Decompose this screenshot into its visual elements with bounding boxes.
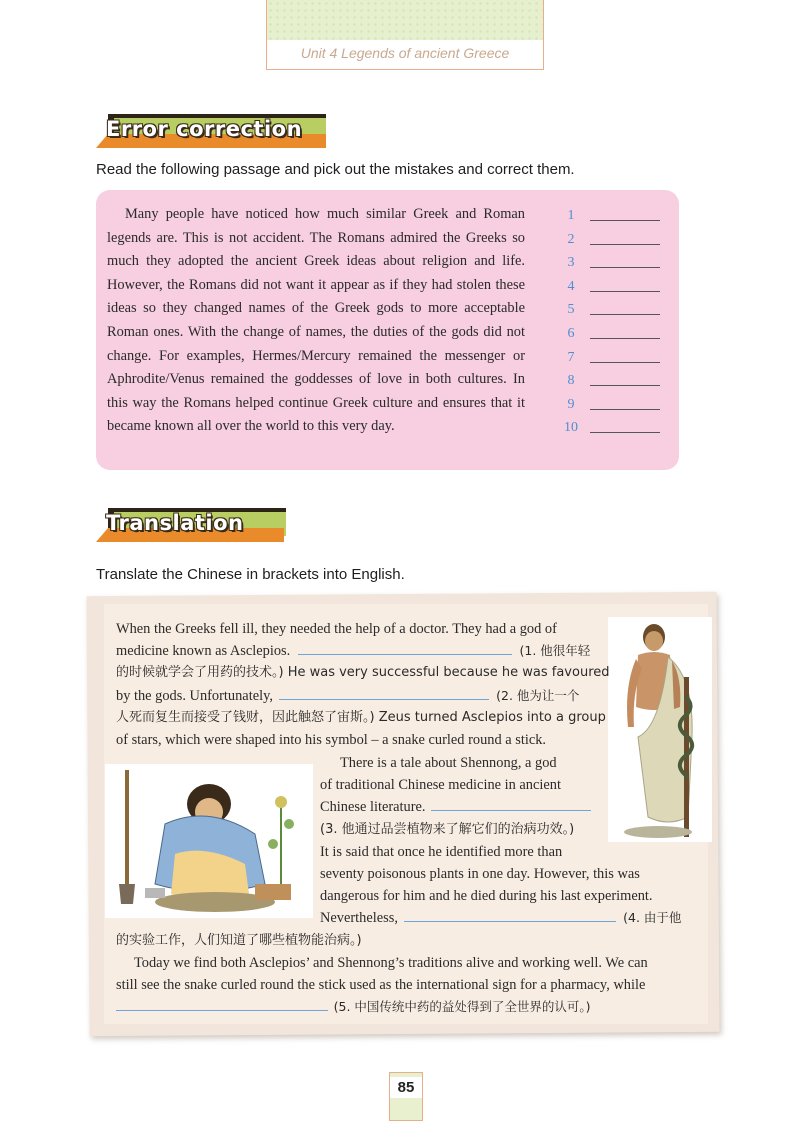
passage-line: love in both cultures. In this way the Romans helped continue xyxy=(107,371,525,411)
translation-text: medicine known as Asclepios. xyxy=(116,643,291,659)
answer-number: 9 xyxy=(567,396,575,412)
answer-row-3[interactable] xyxy=(560,251,670,275)
answer-row-2[interactable] xyxy=(560,228,670,252)
translation-line: 的时候就学会了用药的技术。) He was very successful because he was favoured xyxy=(116,665,610,680)
translation-text: by the gods. Unfortunately, xyxy=(116,688,273,704)
translation-line: There is a tale about Shennong, a god xyxy=(340,755,557,771)
answer-blank[interactable] xyxy=(590,220,660,221)
unit-title: Unit 4 Legends of ancient Greece xyxy=(300,45,510,61)
answer-number: 8 xyxy=(567,373,575,389)
answer-number: 5 xyxy=(567,302,575,318)
translation-line: of traditional Chinese medicine in ancient xyxy=(320,777,561,793)
translation-line xyxy=(320,907,681,929)
answer-blank[interactable] xyxy=(590,314,660,315)
answer-blank-2[interactable] xyxy=(279,687,489,700)
error-correction-heading xyxy=(96,114,328,154)
answer-blank[interactable] xyxy=(590,385,660,386)
answer-blank-4[interactable] xyxy=(404,909,616,922)
answer-blank[interactable] xyxy=(590,267,660,268)
chinese-prompt: (4. 由于他 xyxy=(623,910,682,925)
translation-line: 人死而复生而接受了钱财，因此触怒了宙斯。) Zeus turned Asclepios into a group xyxy=(116,710,606,725)
answer-blank[interactable] xyxy=(590,338,660,339)
answer-column xyxy=(560,204,670,440)
answer-number: 3 xyxy=(567,255,575,271)
translation-line: of stars, which were shaped into his symbol – a snake curled round a stick. xyxy=(116,732,547,748)
translation-line: seventy poisonous plants in one day. However, this was xyxy=(320,866,640,882)
passage-line: the messenger or Aphrodite/Venus remained the goddesses of xyxy=(107,347,525,388)
translation-text: Nevertheless, xyxy=(320,910,398,926)
answer-blank[interactable] xyxy=(590,432,660,433)
answer-row-8[interactable] xyxy=(560,369,670,393)
answer-row-1[interactable] xyxy=(560,204,670,228)
translation-heading xyxy=(96,508,288,548)
answer-number: 1 xyxy=(567,208,575,223)
answer-row-7[interactable] xyxy=(560,346,670,370)
passage-line: these ideas so they changed names of the Greek gods to more xyxy=(107,276,526,317)
answer-row-4[interactable] xyxy=(560,275,670,299)
chinese-prompt: (2. 他为让一个 xyxy=(496,688,580,703)
translation-title: Translation xyxy=(106,511,244,535)
answer-row-10[interactable] xyxy=(560,416,670,440)
translation-line: dangerous for him and he died during his last experiment. xyxy=(320,888,653,904)
translation-line: When the Greeks fell ill, they needed the help of a doctor. They had a god of xyxy=(116,621,557,637)
chinese-prompt: (3. 他通过品尝植物来了解它们的治病功效。) xyxy=(320,822,575,837)
answer-row-6[interactable] xyxy=(560,322,670,346)
error-correction-title: Error correction xyxy=(106,117,303,141)
error-correction-passage xyxy=(107,203,525,439)
chinese-prompt: (1. 他很年轻 xyxy=(519,643,591,658)
translation-line xyxy=(116,996,591,1018)
answer-blank[interactable] xyxy=(590,409,660,410)
answer-row-5[interactable] xyxy=(560,298,670,322)
answer-number: 10 xyxy=(564,420,578,436)
translation-line: 的实验工作，人们知道了哪些植物能治病。) xyxy=(116,933,362,948)
answer-blank[interactable] xyxy=(590,362,660,363)
translation-line: still see the snake curled round the stick used as the international sign for a pharmacy, while xyxy=(116,977,646,993)
translation-line xyxy=(116,640,590,662)
passage-line: the gods did not change. For examples, Hermes/Mercury remained xyxy=(107,323,525,364)
translation-line xyxy=(320,796,591,818)
passage-line: acceptable Roman ones. With the change of names, the duties of xyxy=(107,300,525,340)
header-pattern xyxy=(267,0,543,40)
translation-instruction: Translate the Chinese in brackets into English. xyxy=(96,566,405,583)
answer-blank[interactable] xyxy=(590,244,660,245)
unit-header-tab xyxy=(266,0,544,70)
passage-line: Many people have noticed how much similar Greek and Roman xyxy=(125,206,525,222)
answer-number: 4 xyxy=(567,278,575,294)
answer-number: 2 xyxy=(567,231,575,247)
page-number-tab xyxy=(389,1072,423,1121)
answer-blank-1[interactable] xyxy=(298,642,512,655)
shennong-image xyxy=(105,764,313,918)
answer-number: 6 xyxy=(567,325,575,341)
asclepios-statue-image xyxy=(608,617,712,842)
answer-blank-3[interactable] xyxy=(431,798,591,811)
answer-blank[interactable] xyxy=(590,291,660,292)
page-number: 85 xyxy=(390,1077,422,1098)
translation-line: Today we find both Asclepios’ and Shennong’s traditions alive and working well. We can xyxy=(134,955,648,971)
translation-line xyxy=(116,685,579,707)
chinese-prompt: (5. 中国传统中药的益处得到了全世界的认可。) xyxy=(333,999,591,1014)
answer-number: 7 xyxy=(567,349,575,365)
answer-blank-5[interactable] xyxy=(116,998,328,1011)
passage-line: so much they adopted the ancient Greek ideas about religion and xyxy=(107,229,525,270)
passage-line: Greek culture and ensures that it became known all over the world xyxy=(107,394,526,435)
passage-line: life. However, the Romans did not want it appear as if they had stolen xyxy=(107,253,525,293)
passage-line: to this very day. xyxy=(302,418,395,435)
translation-line: It is said that once he identified more than xyxy=(320,844,563,860)
translation-text: Chinese literature. xyxy=(320,799,426,815)
answer-row-9[interactable] xyxy=(560,393,670,417)
passage-line: legends are. This is not accident. The Romans admired the Greeks xyxy=(107,229,507,246)
error-correction-instruction: Read the following passage and pick out the mistakes and correct them. xyxy=(96,161,575,178)
